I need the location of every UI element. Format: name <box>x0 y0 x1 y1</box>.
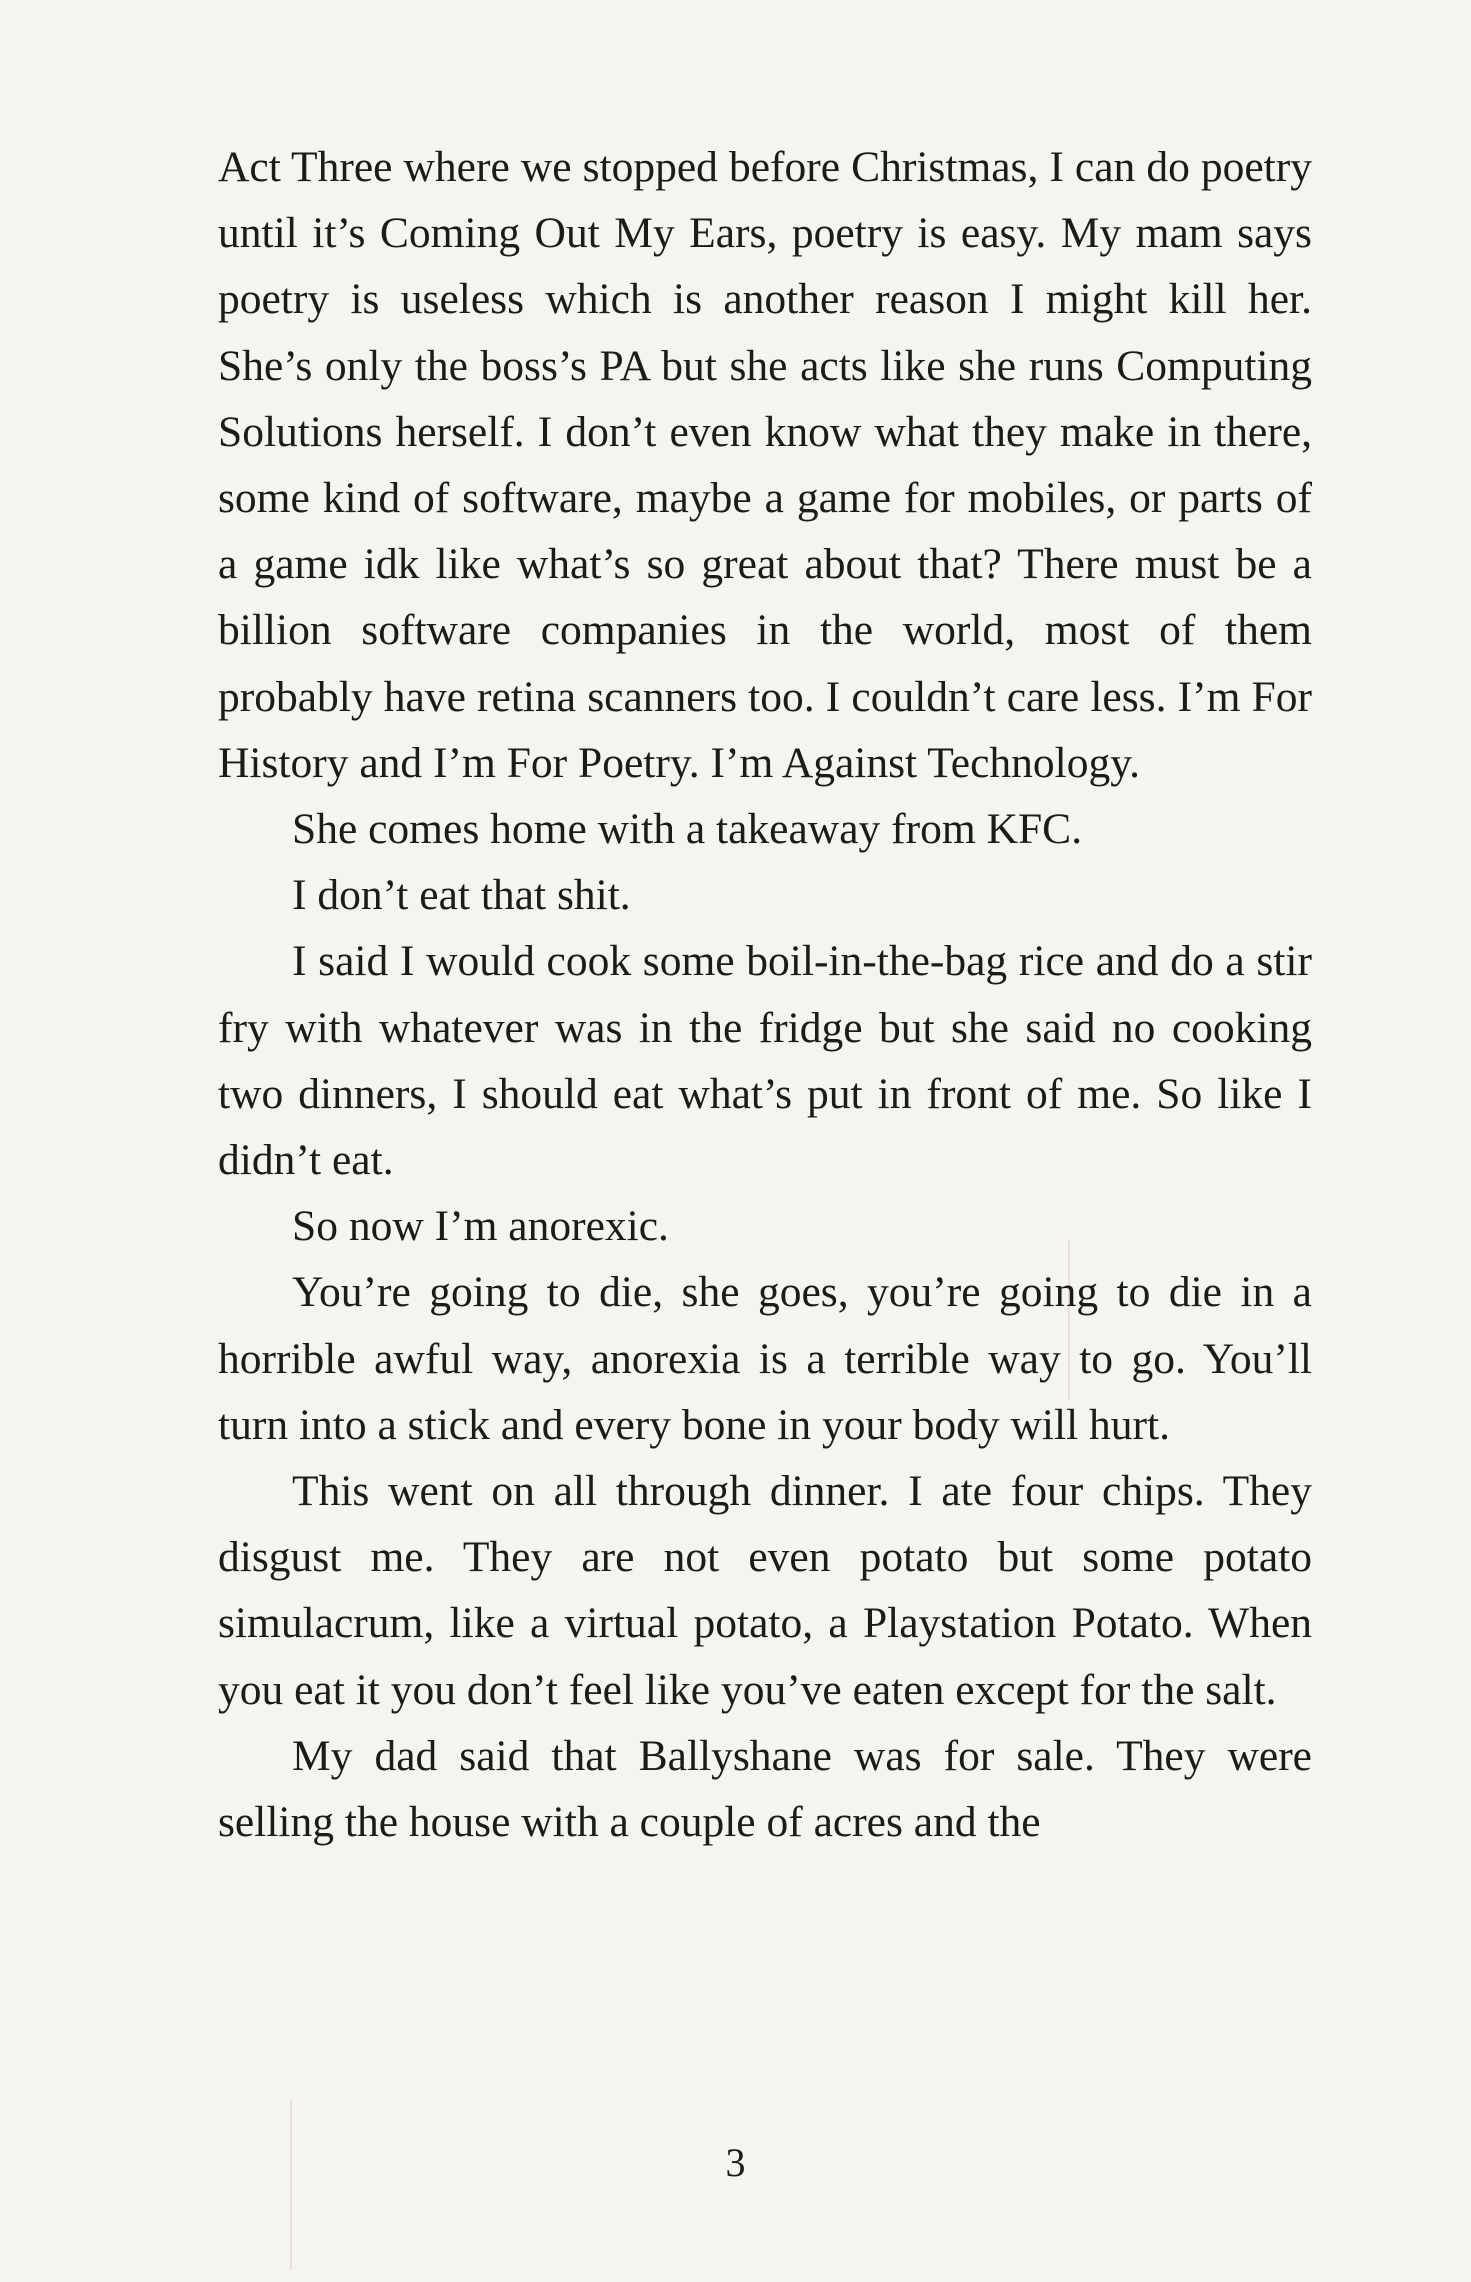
paragraph-3: I don’t eat that shit. <box>292 871 631 920</box>
paragraph-7: This went on all through dinner. I ate four chips. They disgust me. They are not even potato but some potato simulacrum, like a virtual potato, a Playstation Potato. When you eat it you don’t feel like you’ve eaten except for the salt. <box>218 1467 1312 1714</box>
paragraph-5: So now I’m anorexic. <box>292 1202 669 1251</box>
body-text <box>218 134 1312 1855</box>
paragraph-1: Act Three where we stopped before Christmas, I can do poetry until it’s Coming Out My Ears, poetry is easy. My mam says poetry is useless which is another reason I might kill her. She’s only the boss’s PA but she acts like she runs Computing Solutions herself. I don’t even know what they make in there, some kind of software, maybe a game for mobiles, or parts of a game idk like what’s so great about that? There must be a billion software companies in the world, most of them probably have retina scanners too. I couldn’t care less. I’m For History and I’m For Poetry. I’m Against Technology. <box>218 143 1312 787</box>
page-number: 3 <box>725 2140 746 2185</box>
paragraph-8: My dad said that Ballyshane was for sale. They were selling the house with a couple of acres and the <box>218 1731 1312 1847</box>
paragraph-4: I said I would cook some boil-in-the-bag rice and do a stir fry with whatever was in the fridge but she said no cooking two dinners, I should eat what’s put in front of me. So like I didn’t eat. <box>218 937 1312 1185</box>
paragraph-6: You’re going to die, she goes, you’re going to die in a horrible awful way, anorexia is a terrible way to go. You’ll turn into a stick and every bone in your body will hurt. <box>218 1268 1312 1449</box>
paragraph-2: She comes home with a takeaway from KFC. <box>292 805 1083 854</box>
